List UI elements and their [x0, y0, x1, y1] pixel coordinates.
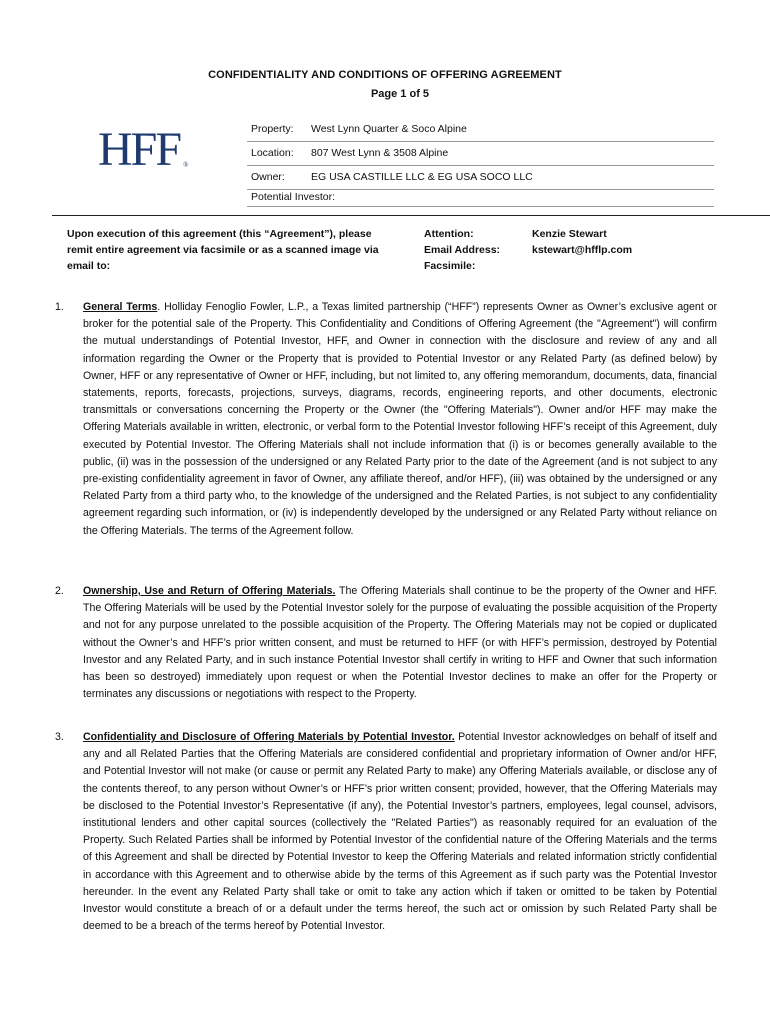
email-label: Email Address: [424, 244, 501, 256]
attention-value: Kenzie Stewart [532, 228, 607, 240]
remit-instructions: Upon execution of this agreement (this “Agreement”), please remit entire agreement via facsimile or as a scanned image via email to: [67, 228, 379, 272]
potential-investor-row [247, 190, 714, 207]
fax-label: Facsimile: [424, 260, 476, 272]
divider [52, 215, 770, 216]
section-body [83, 299, 717, 540]
location-value: 807 West Lynn & 3508 Alpine [311, 147, 449, 159]
section-heading: General Terms [83, 301, 158, 313]
property-row [247, 118, 714, 142]
section-number: 3. [55, 731, 64, 743]
property-table [247, 118, 714, 207]
section-general-terms [55, 299, 717, 540]
hff-logo [98, 123, 189, 176]
potential-investor-label: Potential Investor: [251, 191, 336, 203]
section-body [83, 729, 717, 935]
logo-text: HFF [98, 123, 181, 176]
owner-label: Owner: [251, 171, 285, 183]
section-number: 2. [55, 585, 64, 597]
section-confidentiality [55, 729, 717, 935]
location-row [247, 142, 714, 166]
page-number: Page 1 of 5 [370, 88, 430, 100]
registered-mark: ® [183, 161, 189, 169]
section-text: Potential Investor acknowledges on behalf of itself and any and all Related Parties that the Offering Materials are considered confidential and proprietary information of Owner and/or HFF, and Potential Investor will not make (or cause or permit any Related Party to make) any Offering Materials available, or disclose any of the contents thereof, to any person without Owner’s or HFF’s prior written consent; provided, however, that the Offering Materials may be disclosed to the Potential Investor’s Representative (if any), the Potential Investor’s partners, employees, legal counsel, advisors, institutional lenders and other capital sources (collectively the "Related Parties") as reasonably required for an evaluation of the Property. Such Related Parties shall be informed by Potential Investor of the confidential nature of the Offering Materials and the terms of this Agreement and shall be directed by Potential Investor to keep the Offering Materials and related information strictly confidential in accordance with this Agreement and to otherwise abide by the terms of this Agreement as if such party was the Potential Investor hereunder. In the event any Related Party shall take or omit to take any action which if taken or omitted to be taken by Potential Investor would constitute a breach of or a default under the terms hereof, the such act or omission by such Related Party shall be deemed to be a breach of the terms hereof by Potential Investor. [83, 731, 717, 933]
owner-row [247, 166, 714, 190]
email-value: kstewart@hfflp.com [532, 244, 633, 256]
contact-labels [424, 226, 500, 274]
section-body [83, 583, 717, 703]
section-ownership [55, 583, 717, 703]
property-value: West Lynn Quarter & Soco Alpine [311, 123, 467, 135]
location-label: Location: [251, 147, 294, 159]
section-heading: Confidentiality and Disclosure of Offering Materials by Potential Investor. [83, 731, 455, 743]
section-text: The Offering Materials shall continue to be the property of the Owner and HFF. The Offering Materials will be used by the Potential Investor solely for the purpose of evaluating the possible acquisition of the Property and not for any purpose unrelated to the possible acquisition of the Property. The Offering Materials may not be copied or duplicated without the Owner’s and HFF’s prior written consent, and must be returned to HFF (or with HFF’s permission, destroyed by Potential Investor and any Related Party, and in such instance Potential Investor shall certify in writing to HFF and Owner that such information has been so destroyed) immediately upon request or when the Potential Investor declines to make an offer for the Property or terminates any discussions or negotiations with respect to the Property. [83, 585, 717, 701]
contact-values [532, 226, 632, 258]
section-number: 1. [55, 301, 64, 313]
section-text: . Holliday Fenoglio Fowler, L.P., a Texas limited partnership (“HFF”) represents Owner as Owner’s exclusive agent or broker for the potential sale of the Property. This Confidentiality and Conditions of Offering Agreement (the "Agreement") will confirm the mutual understandings of Potential Investor, HFF, and Owner in connection with the disclosure and review of any and all information regarding the Owner or the Property that is provided to Potential Investor or any Related Party (as defined below) by Owner, HFF or any representative of Owner or HFF, including, but not limited to, any offering memorandum, documents, data, financial statements, reports, forecasts, projections, surveys, diagrams, records, engineering reports, and other documents, electronic transmittals or conversations concerning the Property or the Owner (the "Offering Materials"). Owner and/or HFF may make the Offering Materials available in written, electronic, or verbal form to the Potential Investor following HFF’s receipt of this Agreement, duly executed by Potential Investor. The Offering Materials shall not include information that (i) is or becomes generally available to the public, (ii) was in the possession of the undersigned or any Related Party prior to the date of the Agreement (and is not subject to any pre-existing confidentiality agreement in favor of Owner, any affiliate thereof, and/or HFF), (iii) was obtained by the undersigned or any Related Party from a third party who, to the knowledge of the undersigned and the Related Parties, is not subject to any confidentiality agreement regarding such information, or (iv) is independently developed by the undersigned or any Related Party without reliance on the Offering Materials. The terms of the Agreement follow. [83, 301, 718, 537]
owner-value: EG USA CASTILLE LLC & EG USA SOCO LLC [311, 171, 533, 183]
section-heading: Ownership, Use and Return of Offering Materials. [83, 585, 336, 597]
property-label: Property: [251, 123, 294, 135]
attention-label: Attention: [424, 228, 474, 240]
document-title: CONFIDENTIALITY AND CONDITIONS OF OFFERING AGREEMENT [208, 69, 562, 81]
